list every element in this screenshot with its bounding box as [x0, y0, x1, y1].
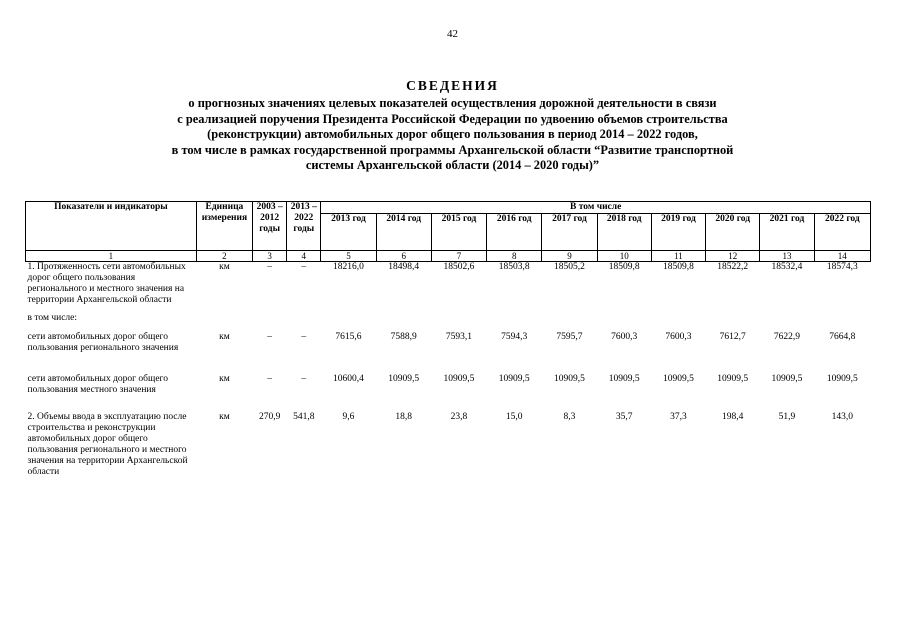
indicator-name: 1. Протяженность сети автомобильных дорог общего пользования регионального и местного значения на территории Архангельской области: [27, 262, 186, 305]
unit-cell: км: [219, 374, 230, 384]
subtitle-line: с реализацией поручения Президента Российской Федерации по удвоению объемов строительства: [177, 111, 728, 126]
year-value: 7664,8: [829, 332, 856, 342]
subtitle-line: (реконструкции) автомобильных дорог общего пользования в период 2014 – 2022 годов,: [207, 127, 698, 142]
subtitle-line: о прогнозных значениях целевых показателей осуществления дорожной деятельности в связи: [188, 96, 717, 110]
table-row: [26, 306, 871, 332]
subtitle-line: системы Архангельской области (2014 – 2020 годы)”: [305, 158, 600, 173]
year-value: 18505,2: [554, 262, 585, 272]
year-value: 7600,3: [665, 332, 692, 342]
period-2013-2022-cell: –: [301, 374, 307, 384]
table-row: [26, 374, 871, 396]
year-value: 18509,8: [663, 262, 694, 272]
year-value: 9,6: [342, 412, 355, 422]
header-year: 2015 год: [431, 214, 486, 251]
year-value: 10909,5: [717, 374, 749, 384]
year-value: 7612,7: [719, 332, 746, 342]
year-value: 18,8: [395, 412, 413, 422]
header-indicator: Показатели и индикаторы: [26, 202, 197, 251]
header-period-2013-2022: 2013 – 2022 годы: [287, 202, 321, 251]
period-2003-2012-cell: 270,9: [258, 412, 281, 422]
column-number: 2: [196, 251, 252, 262]
year-value: 10909,5: [826, 374, 858, 384]
period-2003-2012-cell: –: [267, 374, 272, 384]
unit-cell: км: [219, 412, 230, 422]
column-number: 11: [651, 251, 705, 262]
document-subtitle: [90, 96, 815, 174]
year-value: 18509,8: [608, 262, 640, 272]
year-value: 18498,4: [388, 262, 420, 272]
header-year: 2022 год: [814, 214, 870, 251]
column-number: 12: [706, 251, 760, 262]
header-year: 2021 год: [760, 214, 814, 251]
header-including: В том числе: [321, 202, 871, 214]
year-value: 51,9: [778, 412, 796, 422]
year-value: 35,7: [615, 412, 633, 422]
year-value: 10909,5: [663, 374, 694, 384]
period-2013-2022-cell: 541,8: [293, 412, 315, 422]
table-row: [26, 332, 871, 354]
page-number: 42: [447, 28, 458, 40]
indicator-name: 2. Объемы ввода в эксплуатацию после строительства и реконструкции автомобильных дорог общего пользования регионального и местного значения на территории Архангельской области: [27, 412, 188, 477]
table-row: [26, 412, 871, 478]
year-value: 10909,5: [498, 374, 530, 384]
period-2013-2022-cell: –: [301, 332, 307, 342]
column-number: 7: [431, 251, 486, 262]
header-year: 2019 год: [651, 214, 705, 251]
header-year: 2020 год: [706, 214, 760, 251]
header-year: 2016 год: [487, 214, 542, 251]
year-value: 10909,5: [443, 374, 475, 384]
header-year: 2018 год: [597, 214, 651, 251]
year-value: 37,3: [670, 412, 687, 422]
year-value: 10600,4: [333, 374, 364, 384]
year-value: 10909,5: [388, 374, 420, 384]
year-value: 18532,4: [771, 262, 803, 272]
year-value: 23,8: [450, 412, 468, 422]
year-value: 18574,3: [826, 262, 858, 272]
column-number: 13: [760, 251, 814, 262]
column-number: 8: [487, 251, 542, 262]
year-value: 7588,9: [390, 332, 417, 342]
period-2013-2022-cell: –: [301, 262, 307, 272]
column-number: 10: [597, 251, 651, 262]
document-title: СВЕДЕНИЯ: [406, 78, 499, 93]
year-value: 8,3: [563, 412, 576, 422]
year-value: 18522,2: [717, 262, 749, 272]
year-value: 10909,5: [771, 374, 803, 384]
column-number: 5: [321, 251, 376, 262]
subtitle-line: в том числе в рамках государственной программы Архангельской области “Развитие транспортной: [171, 142, 734, 157]
year-value: 18216,0: [333, 262, 364, 272]
period-2003-2012-cell: –: [267, 262, 272, 272]
column-number: 3: [253, 251, 287, 262]
unit-cell: км: [219, 262, 230, 272]
year-value: 7622,9: [773, 332, 801, 342]
year-value: 18503,8: [498, 262, 530, 272]
year-value: 143,0: [831, 412, 853, 422]
year-value: 10909,5: [554, 374, 585, 384]
column-number: 6: [376, 251, 431, 262]
year-value: 18502,6: [443, 262, 475, 272]
header-year: 2014 год: [376, 214, 431, 251]
year-value: 7593,1: [445, 332, 473, 342]
table-row: [26, 262, 871, 307]
column-number: 14: [814, 251, 870, 262]
year-value: 7600,3: [611, 332, 638, 342]
subgroup-label: в том числе:: [27, 313, 78, 323]
column-number: 9: [542, 251, 597, 262]
year-value: 10909,5: [608, 374, 640, 384]
header-period-2003-2012: 2003 – 2012 годы: [253, 202, 287, 251]
indicator-name: сети автомобильных дорог общего пользования регионального значения: [27, 332, 179, 353]
year-value: 198,4: [722, 412, 744, 422]
year-value: 7594,3: [501, 332, 528, 342]
column-number-row: [26, 251, 871, 262]
header-year: 2017 год: [542, 214, 597, 251]
year-value: 7615,6: [335, 332, 362, 342]
year-value: 7595,7: [556, 332, 583, 342]
unit-cell: км: [219, 332, 230, 342]
year-value: 15,0: [505, 412, 523, 422]
column-number: 4: [287, 251, 321, 262]
column-number: 1: [26, 251, 197, 262]
header-year: 2013 год: [321, 214, 376, 251]
header-unit: Единица измерения: [196, 202, 252, 251]
indicators-table: [25, 201, 871, 478]
indicator-name: сети автомобильных дорог общего пользования местного значения: [27, 374, 168, 395]
period-2003-2012-cell: –: [267, 332, 272, 342]
